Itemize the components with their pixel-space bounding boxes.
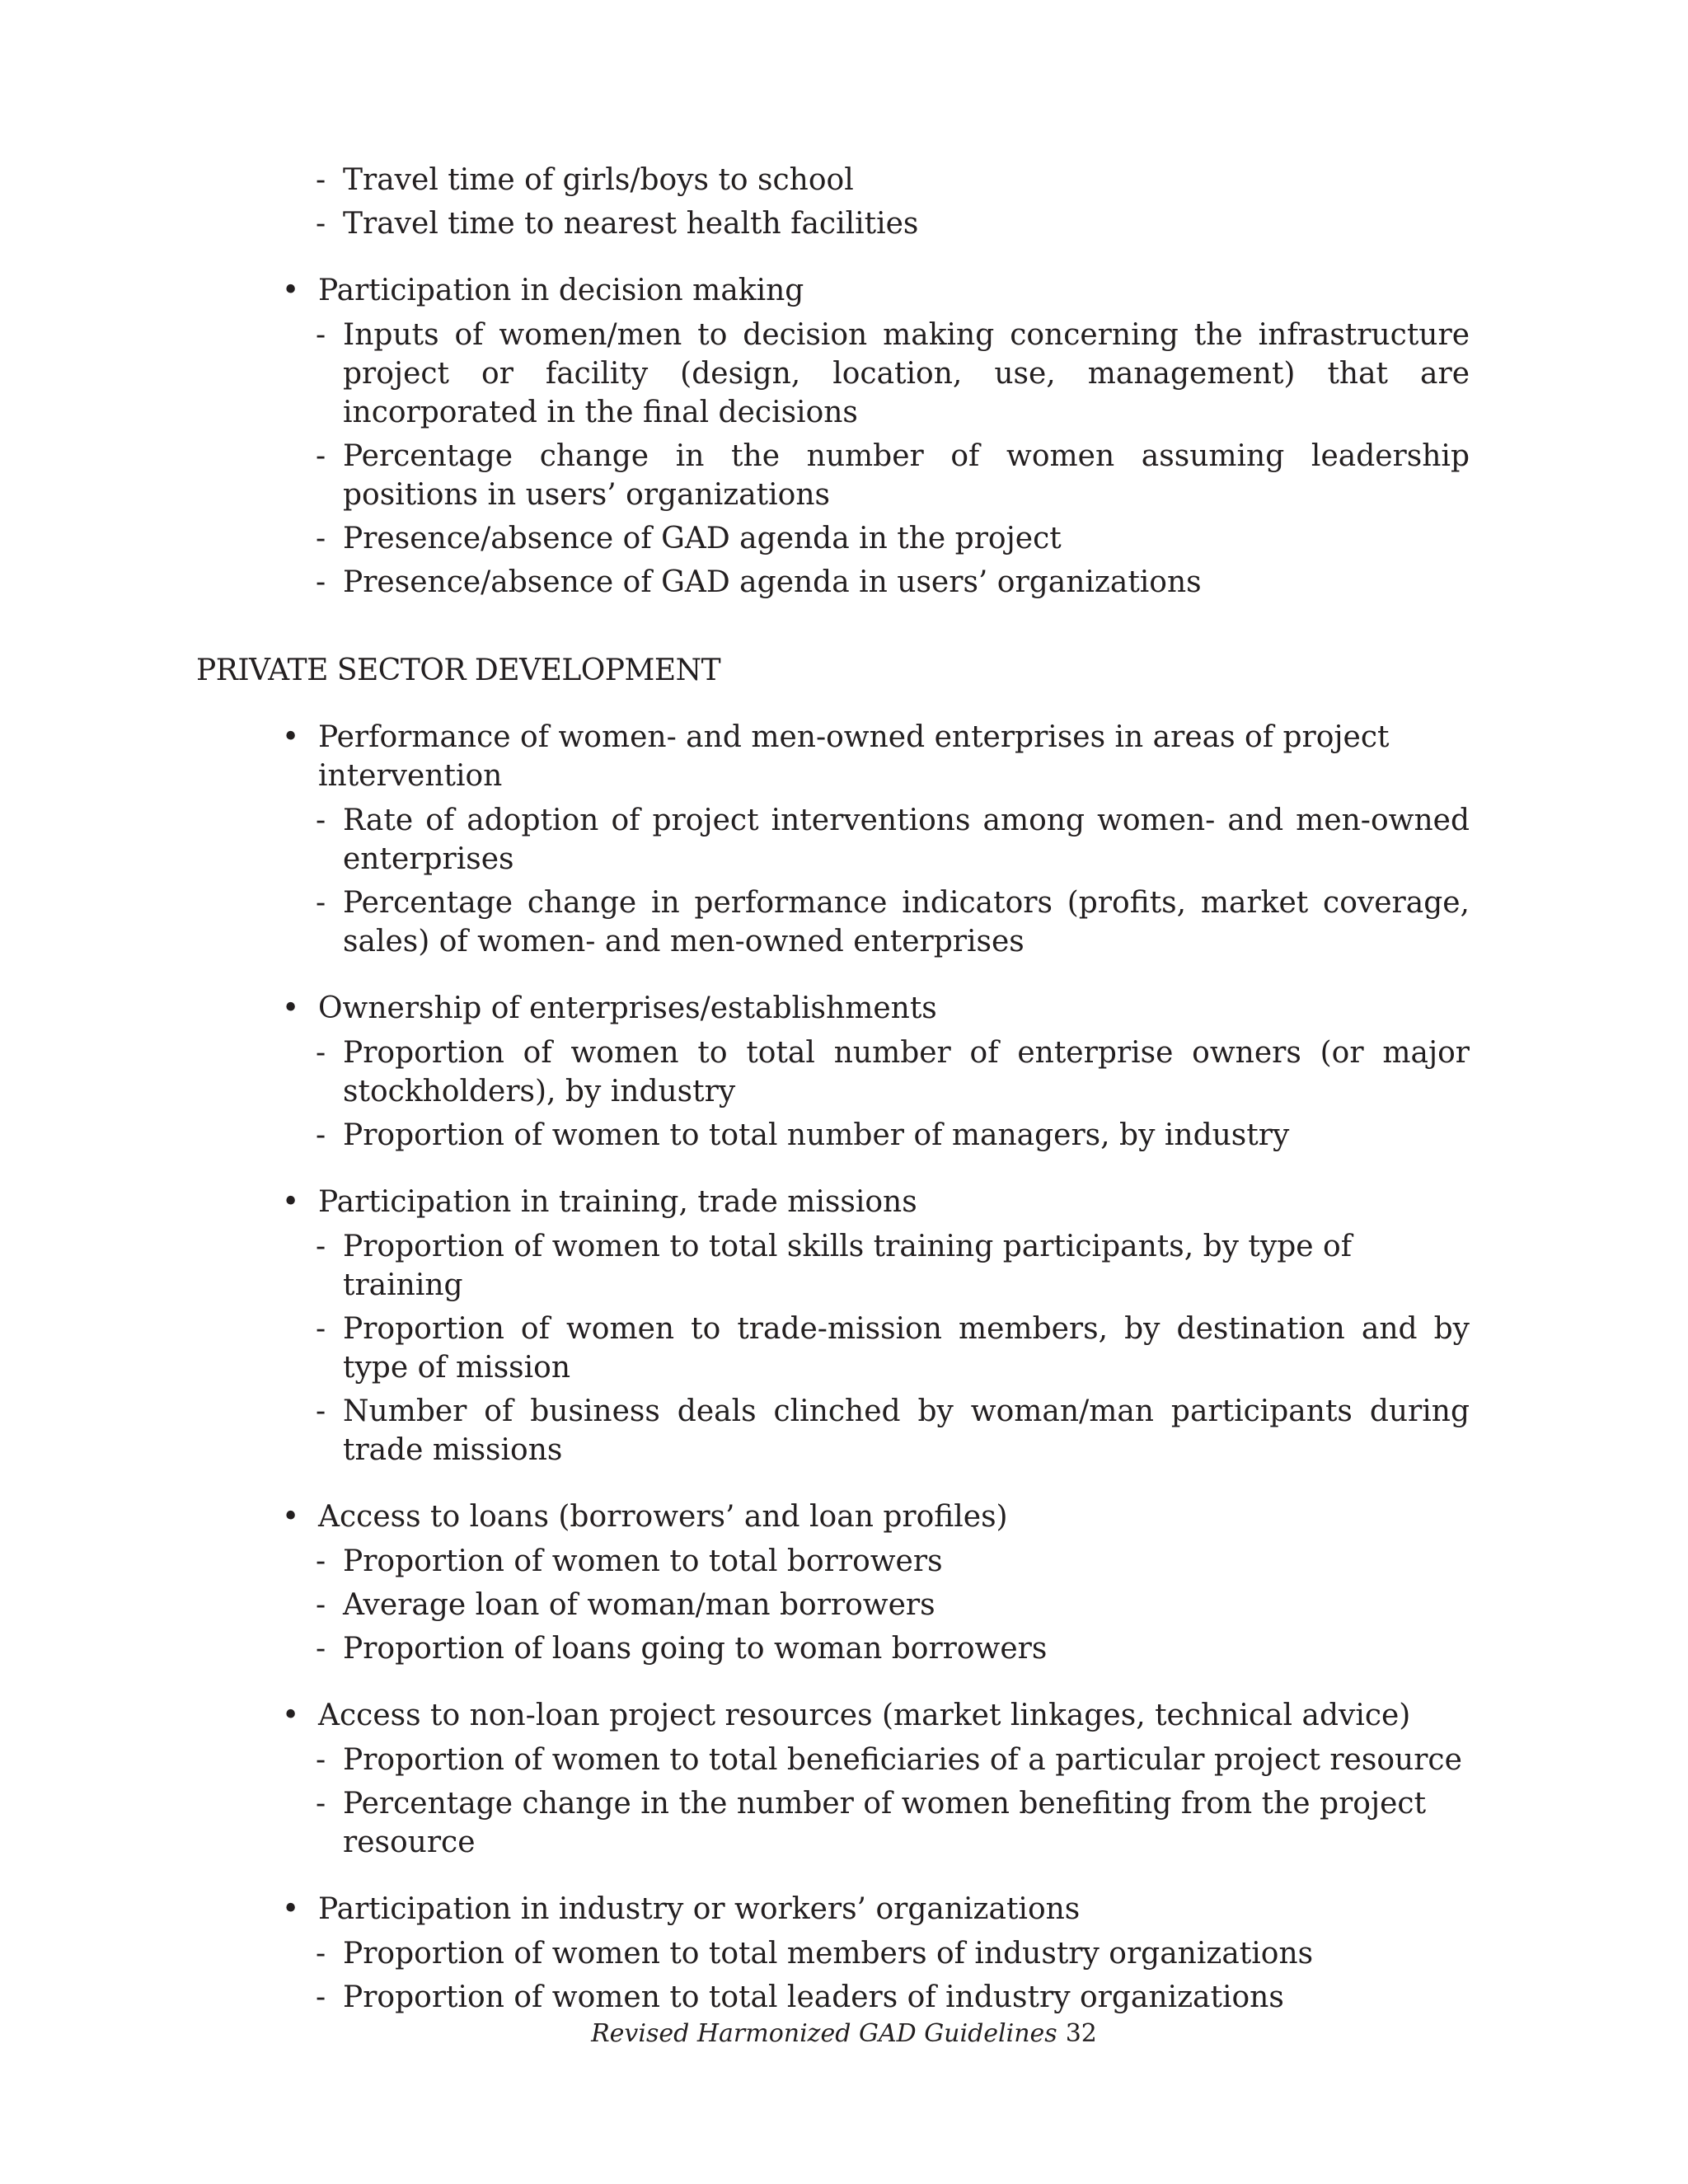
bullet-icon: •	[282, 274, 300, 307]
list-item-text: Proportion of women to total borrowers	[343, 1544, 943, 1578]
section-heading: PRIVATE SECTOR DEVELOPMENT	[196, 654, 721, 687]
bullet-text: Participation in industry or workers’ organizations	[318, 1892, 1081, 1926]
list-item	[196, 1586, 1470, 1624]
bullet-block	[196, 989, 1470, 1155]
list-item-text: Percentage change in the number of women assuming leadership positions in users’ organizations	[343, 439, 1470, 512]
page-content	[196, 161, 1470, 2017]
list-item-text: Percentage change in performance indicators (profits, market coverage, sales) of women- and men-owned enterprises	[343, 886, 1470, 958]
dash-marker: -	[316, 1787, 326, 1821]
dash-marker: -	[316, 886, 326, 920]
list-item-text: Proportion of women to total number of enterprise owners (or major stockholders), by industry	[343, 1036, 1470, 1108]
dash-marker: -	[316, 522, 326, 555]
bullet-block	[196, 271, 1470, 602]
dash-marker: -	[316, 1632, 326, 1666]
bullet-text: Access to non-loan project resources (market linkages, technical advice)	[318, 1699, 1411, 1732]
list-item-text: Proportion of women to total number of managers, by industry	[343, 1118, 1290, 1152]
bullet-text: Participation in decision making	[318, 274, 804, 307]
list-item-text: Presence/absence of GAD agenda in the project	[343, 522, 1062, 555]
bullet-icon: •	[282, 1500, 300, 1534]
dash-marker: -	[316, 163, 326, 197]
dash-marker: -	[316, 318, 326, 352]
bullet-item	[196, 1497, 1470, 1536]
bullet-block	[196, 1497, 1470, 1668]
list-item-text: Rate of adoption of project interventions among women- and men-owned enterprises	[343, 804, 1470, 876]
list-item	[196, 1784, 1470, 1862]
bullet-item	[196, 718, 1470, 795]
list-item-text: Travel time to nearest health facilities	[343, 207, 919, 241]
list-item	[196, 801, 1470, 879]
dash-marker: -	[316, 1394, 326, 1428]
footer-title: Revised Harmonized GAD Guidelines	[591, 2019, 1057, 2048]
bullet-text: Access to loans (borrowers’ and loan profiles)	[318, 1500, 1008, 1534]
bullet-text: Ownership of enterprises/establishments	[318, 991, 937, 1025]
dash-marker: -	[316, 439, 326, 473]
list-item	[196, 1310, 1470, 1387]
dash-marker: -	[316, 1588, 326, 1622]
list-item	[196, 1542, 1470, 1581]
list-item	[196, 316, 1470, 432]
bullet-item	[196, 271, 1470, 310]
bullet-item	[196, 1890, 1470, 1929]
list-item	[196, 1629, 1470, 1668]
bullet-icon: •	[282, 1892, 300, 1926]
bullet-block	[196, 718, 1470, 961]
bullet-item	[196, 1183, 1470, 1221]
bullet-icon: •	[282, 720, 300, 754]
list-item	[196, 437, 1470, 514]
bullet-block	[196, 1890, 1470, 2017]
dash-marker: -	[316, 1743, 326, 1777]
list-item	[196, 1392, 1470, 1469]
list-item-text: Travel time of girls/boys to school	[343, 163, 854, 197]
dash-marker: -	[316, 565, 326, 599]
dash-marker: -	[316, 1312, 326, 1346]
list-item-text: Presence/absence of GAD agenda in users’ organizations	[343, 565, 1202, 599]
list-item-text: Proportion of women to total skills training participants, by type of training	[343, 1230, 1353, 1302]
bullet-item	[196, 989, 1470, 1028]
bullet-icon: •	[282, 1185, 300, 1219]
list-item	[196, 161, 1470, 199]
dash-marker: -	[316, 1118, 326, 1152]
page-number: 32	[1065, 2019, 1097, 2048]
list-item	[196, 1033, 1470, 1111]
list-item-text: Inputs of women/men to decision making concerning the infrastructure project or facility (design, location, use, management) that are incorporated in the final decisions	[343, 318, 1470, 429]
bullet-item	[196, 1696, 1470, 1735]
dash-marker: -	[316, 1937, 326, 1971]
list-item	[196, 1116, 1470, 1155]
list-item	[196, 1934, 1470, 1973]
bullet-text: Participation in training, trade missions	[318, 1185, 917, 1219]
page-footer	[0, 2018, 1688, 2050]
list-item	[196, 1978, 1470, 2017]
bullet-icon: •	[282, 991, 300, 1025]
dash-marker: -	[316, 1544, 326, 1578]
list-item	[196, 519, 1470, 558]
dash-marker: -	[316, 207, 326, 241]
list-item-text: Proportion of women to trade-mission members, by destination and by type of mission	[343, 1312, 1470, 1385]
dash-marker: -	[316, 1036, 326, 1070]
list-item-text: Percentage change in the number of women benefiting from the project resource	[343, 1787, 1427, 1859]
list-item	[196, 563, 1470, 602]
dash-marker: -	[316, 1980, 326, 2014]
list-item-text: Proportion of loans going to woman borrowers	[343, 1632, 1048, 1666]
list-item	[196, 883, 1470, 961]
dash-marker: -	[316, 1230, 326, 1263]
list-item-text: Proportion of women to total members of industry organizations	[343, 1937, 1314, 1971]
list-item	[196, 1741, 1470, 1779]
list-item	[196, 204, 1470, 243]
list-item-text: Number of business deals clinched by woman/man participants during trade missions	[343, 1394, 1470, 1467]
list-item	[196, 1227, 1470, 1305]
bullet-block	[196, 1183, 1470, 1469]
dash-marker: -	[316, 804, 326, 837]
bullet-icon: •	[282, 1699, 300, 1732]
list-item-text: Proportion of women to total beneficiaries of a particular project resource	[343, 1743, 1462, 1777]
bullet-text: Performance of women- and men-owned enterprises in areas of project intervention	[318, 720, 1390, 793]
list-item-text: Proportion of women to total leaders of industry organizations	[343, 1980, 1284, 2014]
bullet-block	[196, 1696, 1470, 1862]
list-item-text: Average loan of woman/man borrowers	[343, 1588, 935, 1622]
